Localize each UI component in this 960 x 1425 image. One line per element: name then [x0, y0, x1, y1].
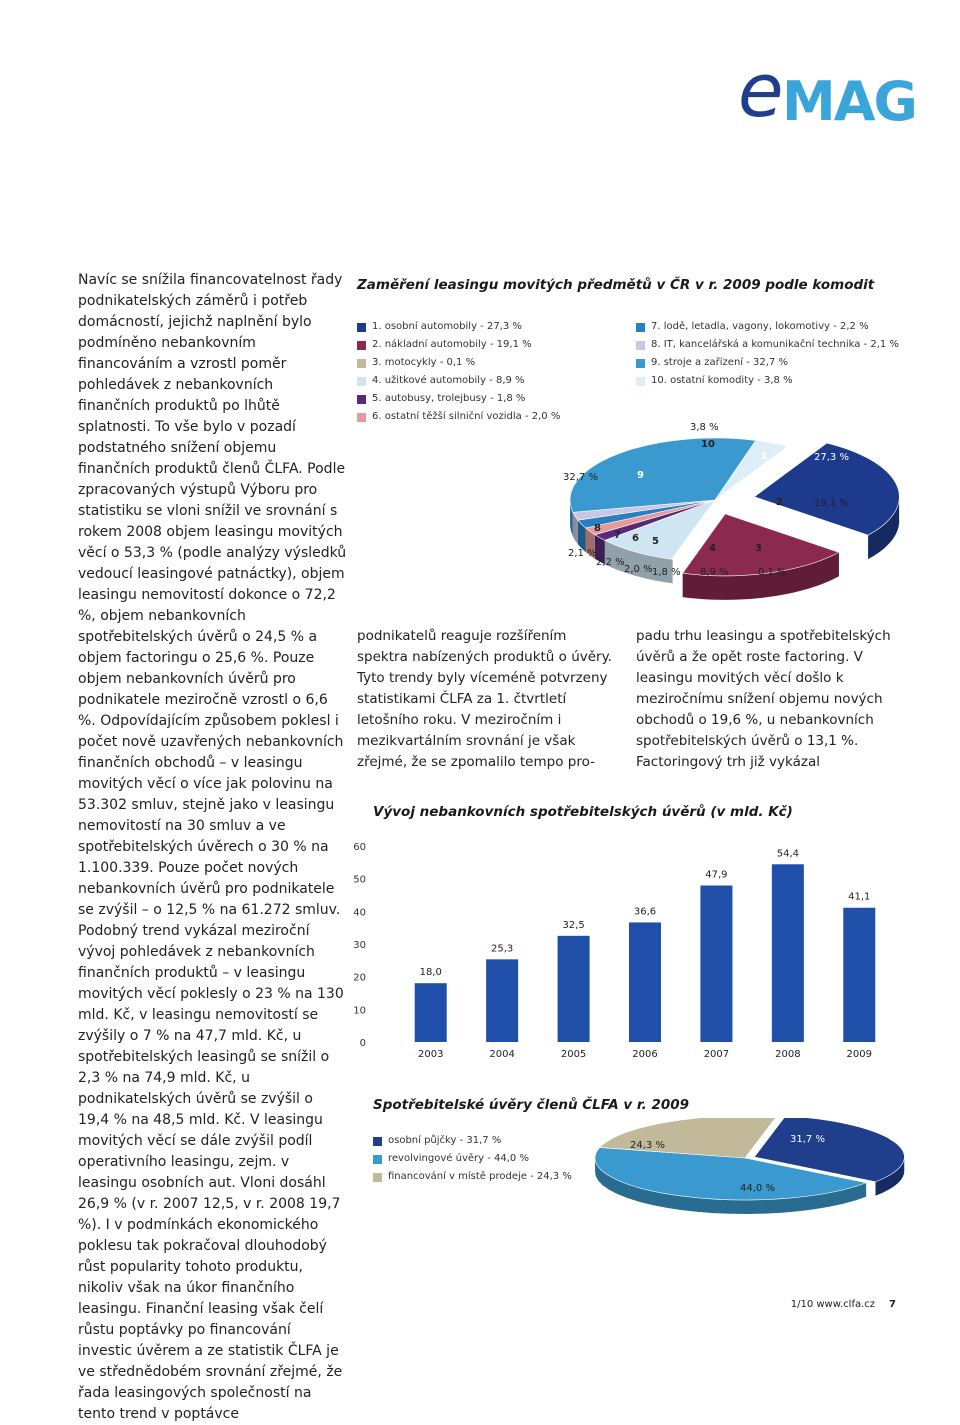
legend-swatch [357, 377, 366, 386]
footer-issue: 1/10 www.clfa.cz [790, 1299, 876, 1310]
bar-value-label: 54,4 [776, 848, 799, 860]
bar [415, 983, 447, 1042]
pie1-slice-value-label: 2,0 % [624, 564, 653, 575]
pie1-slice-number: 2 [776, 497, 783, 508]
y-tick-label: 0 [359, 1038, 366, 1049]
legend-label: 3. motocykly - 0,1 % [372, 357, 476, 368]
emag-logo [738, 48, 923, 134]
legend-swatch [357, 395, 366, 404]
pie2-slice-value-label: 44,0 % [740, 1183, 775, 1194]
pie1-chart [540, 420, 920, 610]
legend-item [357, 354, 560, 372]
pie1-slice-number: 10 [701, 439, 715, 450]
legend-item [636, 336, 899, 354]
x-tick-label: 2004 [489, 1049, 515, 1060]
pie1-slice-value-label: 19,1 % [814, 498, 849, 509]
y-tick-label: 50 [353, 874, 366, 886]
pie1-slice-number: 9 [637, 470, 644, 481]
legend-item [357, 390, 560, 408]
legend-item [636, 372, 899, 390]
legend-label: 7. lodě, letadla, vagony, lokomotivy - 2,2 % [651, 321, 869, 332]
pie2-legend [373, 1132, 572, 1186]
bar [486, 959, 518, 1042]
legend-label: revolvingové úvěry - 44,0 % [388, 1153, 529, 1164]
legend-swatch [636, 359, 645, 368]
legend-item [357, 408, 560, 426]
y-tick-label: 40 [353, 907, 366, 919]
pie2-slice-value-label: 31,7 % [790, 1134, 825, 1145]
logo-e: e [738, 48, 784, 134]
legend-label: 2. nákladní automobily - 19,1 % [372, 339, 532, 350]
x-tick-label: 2005 [560, 1049, 587, 1060]
y-tick-label: 60 [353, 842, 366, 853]
legend-swatch [357, 359, 366, 368]
pie2-title: Spotřebitelské úvěry členů ČLFA v r. 2009 [373, 1097, 690, 1113]
bar [558, 936, 590, 1042]
page-footer [791, 1299, 896, 1310]
pie1-slice-value-label: 1,8 % [652, 567, 681, 578]
x-tick-label: 2009 [846, 1049, 873, 1060]
article-column-2 [357, 626, 619, 773]
legend-label: 1. osobní automobily - 27,3 % [372, 321, 522, 332]
y-tick-label: 10 [353, 1005, 366, 1017]
bar [700, 886, 732, 1042]
legend-label: 4. užitkové automobily - 8,9 % [372, 375, 525, 386]
legend-swatch [373, 1137, 382, 1146]
article-text-column-3: padu trhu leasingu a spotřebitelských úvěrů a že opět roste factoring. V leasingu movitých věcí došlo k meziročnímu snížení objemu nových obchodů o 19,6 %, u nebankovních spotřebitelských úvěrů o 13,1 %. Factoringový trh již vykázal [636, 628, 891, 770]
pie1-legend-left [357, 318, 560, 426]
pie1-slice-value-label: 0,1 % [758, 567, 787, 578]
legend-label: osobní půjčky - 31,7 % [388, 1135, 502, 1146]
legend-label: 8. IT, kancelářská a komunikační technika - 2,1 % [651, 339, 899, 350]
legend-item [373, 1132, 572, 1150]
pie1-slice-value-label: 27,3 % [814, 452, 849, 463]
pie1-slice-number: 1 [761, 451, 768, 462]
legend-item [357, 372, 560, 390]
x-tick-label: 2008 [775, 1049, 801, 1060]
pie1-slice-value-label: 32,7 % [563, 472, 598, 483]
bar-value-label: 18,0 [419, 967, 442, 979]
bar-chart-title: Vývoj nebankovních spotřebitelských úvěrů (v mld. Kč) [373, 804, 793, 820]
bar-value-label: 25,3 [491, 943, 514, 955]
bar [629, 922, 661, 1042]
bar-value-label: 36,6 [633, 906, 657, 918]
legend-swatch [636, 341, 645, 350]
pie1-slice-number: 6 [632, 533, 639, 544]
legend-item [373, 1150, 572, 1168]
pie1-slice-number: 7 [614, 530, 621, 541]
legend-swatch [357, 413, 366, 422]
legend-swatch [373, 1155, 382, 1164]
legend-label: 9. stroje a zařízení - 32,7 % [651, 357, 788, 368]
bar-value-label: 47,9 [705, 869, 728, 881]
legend-item [357, 318, 560, 336]
pie1-slice-number: 3 [755, 543, 762, 554]
x-tick-label: 2006 [632, 1049, 658, 1060]
bar-value-label: 32,5 [562, 919, 585, 931]
legend-item [636, 354, 899, 372]
bar-value-label: 41,1 [848, 891, 871, 903]
pie1-slice-number: 8 [594, 523, 601, 534]
bar-chart [340, 830, 900, 1070]
y-tick-label: 30 [353, 940, 366, 951]
article-text-column-2: podnikatelů reaguje rozšířením spektra nabízených produktů o úvěry. Tyto trendy byly víceméně potvrzeny statistikami ČLFA za 1. čtvrtletí letošního roku. V meziročním i mezikvartálním srovnání je však zřejmé, že se zpomalilo tempo pro- [357, 628, 612, 770]
legend-label: 5. autobusy, trolejbusy - 1,8 % [372, 393, 526, 404]
legend-item [357, 336, 560, 354]
pie1-slice-number: 5 [652, 536, 659, 547]
x-tick-label: 2003 [417, 1049, 444, 1060]
legend-item [373, 1168, 572, 1186]
pie2-chart [575, 1118, 920, 1218]
legend-swatch [357, 341, 366, 350]
legend-label: 6. ostatní těžší silniční vozidla - 2,0 % [372, 411, 561, 422]
pie1-slice-value-label: 3,8 % [690, 422, 719, 433]
pie1-slice-value-label: 8,9 % [700, 567, 729, 578]
x-tick-label: 2007 [703, 1049, 730, 1060]
legend-swatch [636, 323, 645, 332]
pie2-slice-value-label: 24,3 % [630, 1140, 665, 1151]
page-number: 7 [889, 1299, 896, 1310]
y-tick-label: 20 [353, 972, 366, 984]
logo-mag: MAG [782, 70, 916, 133]
legend-label: 10. ostatní komodity - 3,8 % [651, 375, 793, 386]
pie1-slice-value-label: 2,1 % [568, 548, 597, 559]
article-text-column-1: Navíc se snížila financovatelnost řady podnikatelských záměrů i potřeb domácností, jejichž naplnění bylo podmíněno nebankovním financováním a vzrostl poměr pohledávek z nebankovních finančních produktů po lhůtě splatnosti. To vše bylo v pozadí podstatného snížení objemu finančních produktů členů ČLFA. Podle zpracovaných výstupů Výboru pro statistiku se vloni snížil ve srovnání s rokem 2008 objem leasingu movitých věcí o 53,3 % (podle analýzy výsledků vedoucí leasingové patnáctky), objem leasingu nemovitostí dokonce o 72,2 %, objem nebankovních spotřebitelských úvěrů o 24,5 % a objem factoringu o 25,6 %. Pouze objem nebankovních úvěrů pro podnikatele meziročně vzrostl o 6,6 %. Odpovídajícím způsobem poklesl i počet nově uzavřených nebankovních finančních obchodů – v leasingu movitých věcí o více jak polovinu na 53.302 smluv, stejně jako v leasingu nemovitostí na 30 smluv a ve spotřebitelských úvěrech o 30 % na 1.100.339. Pouze počet nových nebankovních úvěrů pro podnikatele se zvýšil – o 12,5 % na 61.272 smluv. Podobný trend vykázal meziroční vývoj pohledávek z nebankovních finančních produktů – v leasingu movitých věcí poklesly o 23 % na 130 mld. Kč, v leasingu nemovitostí se zvýšily o 7 % na 47,7 mld. Kč, u spotřebitelských leasingů se snížil o 2,3 % na 74,9 mld. Kč, u podnikatelských úvěrů se zvýšil o 19,4 % na 48,5 mld. Kč. V leasingu movitých věcí se dále zvýšil podíl operativního leasingu, zejm. v leasingu osobních aut. Vloni dosáhl 26,9 % (v r. 2007 12,5, v r. 2008 19,7 %). I v podmínkách ekonomického poklesu tak pokračoval dlouhodobý růst popularity tohoto produktu, nikoliv však na úkor finančního leasingu. Finanční leasing však čelí růstu poptávky po financování investic úvěrem a ze statistik ČLFA je ve střednědobém srovnání zřejmé, že řada leasingových společností na tento trend v poptávce [78, 272, 347, 1422]
pie1-legend-right [636, 318, 899, 390]
bar [772, 864, 804, 1042]
article-column-3 [636, 626, 898, 773]
legend-swatch [636, 377, 645, 386]
legend-label: financování v místě prodeje - 24,3 % [388, 1171, 572, 1182]
pie1-title: Zaměření leasingu movitých předmětů v ČR v r. 2009 podle komodit [357, 277, 875, 293]
pie1-slice-value-label: 2,2 % [596, 557, 625, 568]
legend-item [636, 318, 899, 336]
pie1-slice-number: 4 [709, 543, 716, 554]
legend-swatch [373, 1173, 382, 1182]
bar [843, 908, 875, 1042]
legend-swatch [357, 323, 366, 332]
article-column-1 [78, 270, 348, 1425]
